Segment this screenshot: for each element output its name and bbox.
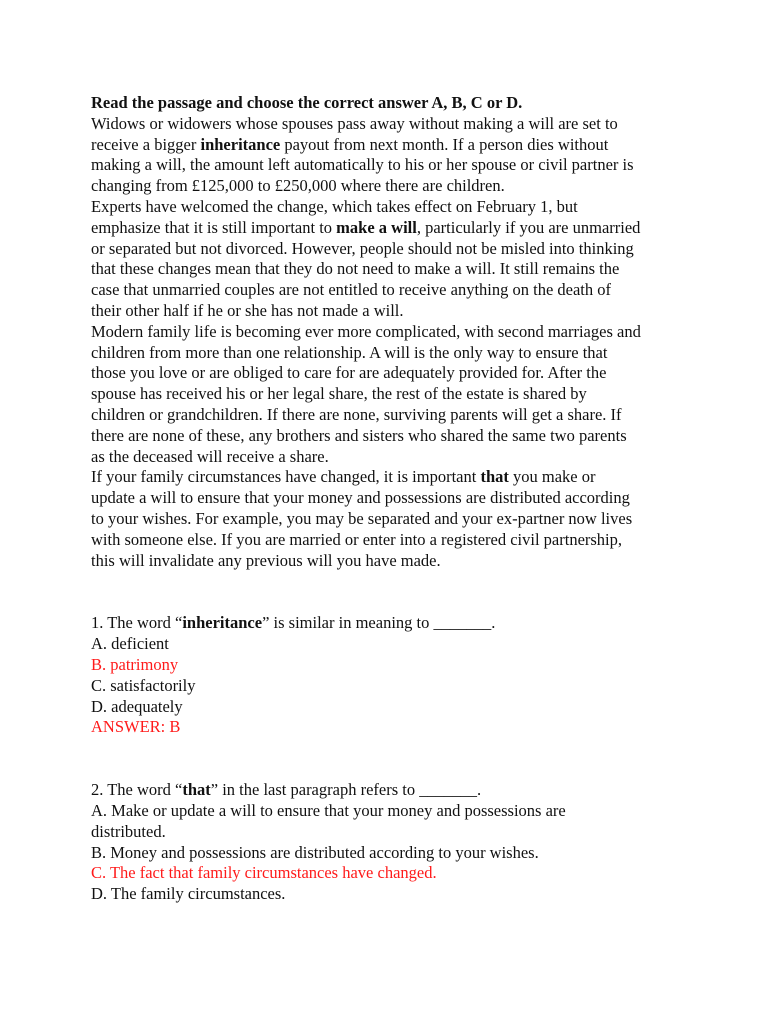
question-stem: 1. The word “inheritance” is similar in meaning to _______.: [91, 613, 496, 633]
text-line: as the deceased will receive a share.: [91, 446, 329, 466]
keyword-that: that: [480, 467, 509, 487]
text-line: or separated but not divorced. However, people should not be misled into thinking: [91, 238, 634, 258]
text-line: children from more than one relationship. A will is the only way to ensure that: [91, 342, 608, 362]
option-a-continued: distributed.: [91, 821, 166, 841]
text-line: with someone else. If you are married or enter into a registered civil partnership,: [91, 529, 623, 549]
text-line: children or grandchildren. If there are none, surviving parents will get a share. If: [91, 404, 622, 424]
text-line: update a will to ensure that your money and possessions are distributed according: [91, 488, 630, 508]
text-line: emphasize that it is still important to make a will, particularly if you are unmarried: [91, 217, 641, 237]
text-line: If your family circumstances have changed, it is important that you make or: [91, 467, 596, 487]
document-page: [91, 93, 691, 905]
option-b: B. Money and possessions are distributed according to your wishes.: [91, 842, 539, 862]
option-a: A. deficient: [91, 634, 169, 654]
option-a: A. Make or update a will to ensure that your money and possessions are: [91, 800, 566, 820]
option-c-correct: C. The fact that family circumstances have changed.: [91, 863, 437, 883]
spacer: [91, 738, 691, 780]
option-d: D. adequately: [91, 696, 183, 716]
text-line: Widows or widowers whose spouses pass away without making a will are set to: [91, 113, 618, 133]
option-b-correct: B. patrimony: [91, 654, 179, 674]
text-line: Modern family life is becoming ever more complicated, with second marriages and: [91, 321, 641, 341]
passage-paragraph-2: [91, 197, 691, 322]
text-line: spouse has received his or her legal share, the rest of the estate is shared by: [91, 384, 587, 404]
text-line: that these changes mean that they do not need to make a will. It still remains the: [91, 259, 620, 279]
option-c: C. satisfactorily: [91, 675, 196, 695]
text-line: changing from £125,000 to £250,000 where there are children.: [91, 176, 505, 196]
text-line: Experts have welcomed the change, which takes effect on February 1, but: [91, 196, 578, 216]
question-2: [91, 780, 691, 905]
spacer: [91, 571, 691, 613]
answer-key: ANSWER: B: [91, 717, 181, 737]
instruction-heading: Read the passage and choose the correct answer A, B, C or D.: [91, 93, 523, 112]
text-line: making a will, the amount left automatically to his or her spouse or civil partner is: [91, 155, 634, 175]
keyword-inheritance: inheritance: [200, 134, 281, 154]
text-line: their other half if he or she has not made a will.: [91, 300, 404, 320]
passage-paragraph-4: [91, 467, 691, 571]
question-stem: 2. The word “that” in the last paragraph refers to _______.: [91, 780, 482, 800]
passage-paragraph-1: [91, 114, 691, 197]
text-line: this will invalidate any previous will you have made.: [91, 550, 441, 570]
passage-paragraph-3: [91, 322, 691, 468]
keyword-make-a-will: make a will: [336, 217, 417, 237]
text-line: there are none of these, any brothers and sisters who shared the same two parents: [91, 425, 627, 445]
text-line: those you love or are obliged to care for are adequately provided for. After the: [91, 363, 607, 383]
option-d: D. The family circumstances.: [91, 884, 286, 904]
text-line: to your wishes. For example, you may be separated and your ex-partner now lives: [91, 508, 633, 528]
text-line: case that unmarried couples are not entitled to receive anything on the death of: [91, 280, 612, 300]
text-line: receive a bigger inheritance payout from next month. If a person dies without: [91, 134, 609, 154]
question-1: [91, 613, 691, 738]
